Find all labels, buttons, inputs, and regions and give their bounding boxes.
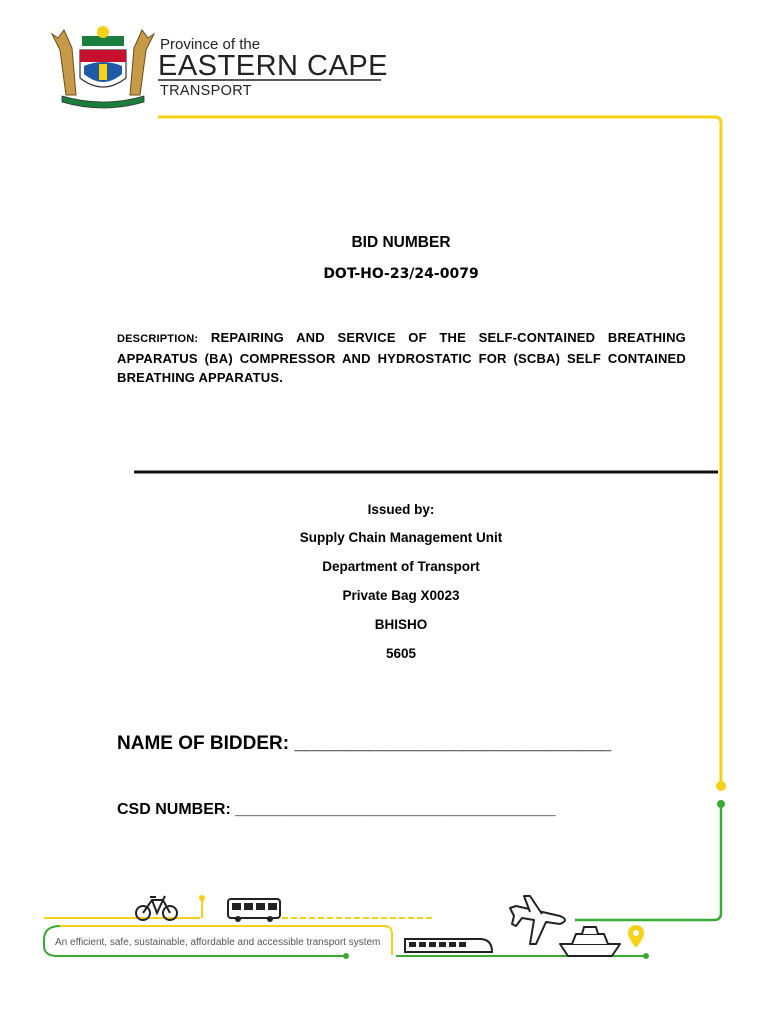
bid-description [117, 328, 686, 387]
bid-number-value: DOT-HO-23/24-0079 [323, 266, 479, 282]
bid-number-heading: BID NUMBER [351, 234, 451, 251]
footer-tagline: An efficient, safe, sustainable, affordable and accessible transport system [55, 937, 381, 948]
logo-province-name: EASTERN CAPE [158, 50, 388, 82]
description-text: REPAIRING AND SERVICE OF THE SELF-CONTAINED BREATHING APPARATUS (BA) COMPRESSOR AND HYDROSTATIC FOR (SCBA) SELF CONTAINED BREATHING APPARATUS. [117, 330, 686, 385]
bidder-name-field[interactable]: NAME OF BIDDER: ______________________________ [117, 733, 612, 754]
bicycle-icon [136, 896, 177, 920]
logo-province-line: Province of the [160, 36, 261, 53]
issuer-department: Department of Transport [322, 559, 480, 574]
description-label: DESCRIPTION: [117, 333, 199, 345]
bus-icon [228, 899, 280, 922]
issuer-address: Private Bag X0023 [342, 588, 460, 603]
airplane-icon [510, 896, 565, 944]
issuer-city: BHISHO [374, 617, 428, 632]
issued-by-label: Issued by: [367, 502, 435, 517]
location-pin-icon [628, 925, 644, 948]
logo-department: TRANSPORT [160, 83, 252, 99]
issuer-unit: Supply Chain Management Unit [299, 530, 503, 545]
coat-of-arms-icon [52, 26, 154, 108]
csd-number-field[interactable]: CSD NUMBER: ____________________________________ [117, 801, 556, 818]
ship-icon [560, 927, 620, 956]
train-icon [405, 939, 492, 952]
issuer-postal-code: 5605 [385, 646, 417, 661]
